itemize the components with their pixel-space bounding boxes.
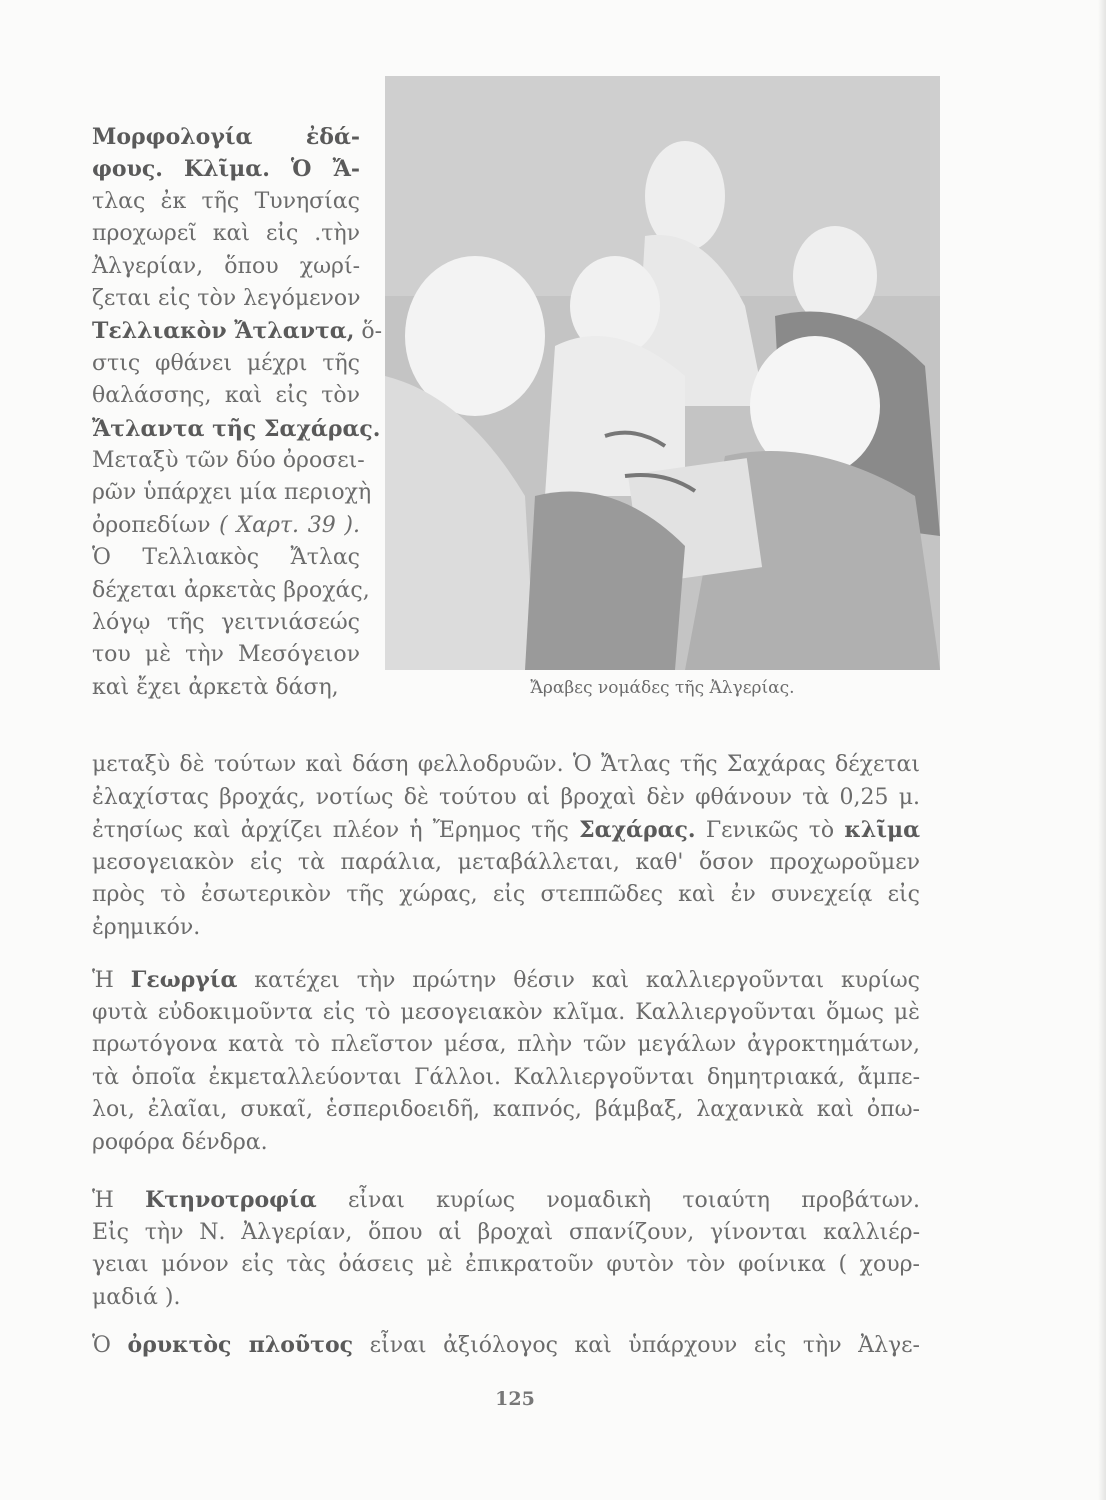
bold-term: κλῖμα	[844, 817, 920, 843]
text-line	[92, 815, 920, 846]
text-run: Ἡ	[92, 968, 131, 993]
photo-illustration	[385, 76, 940, 670]
text-line	[92, 608, 360, 638]
text-line	[92, 1283, 920, 1313]
text-run: Ὁ Τελλιακὸς Ἄτλας	[92, 545, 360, 571]
text-run: ἐρημικόν.	[92, 914, 201, 940]
text-run: Εἰς τὴν Ν. Ἀλγερίαν, ὅπου αἱ βροχαὶ σπανίζουν, γίνονται καλλιέρ-	[92, 1219, 920, 1245]
text-run: προχωρεῖ καὶ εἰς .τὴν	[92, 221, 360, 247]
text-line	[92, 965, 920, 996]
text-line	[92, 122, 360, 153]
text-run: Γενικῶς τὸ	[695, 818, 845, 843]
text-line	[92, 913, 920, 943]
text-run: ( Χαρτ. 39 ).	[219, 512, 360, 538]
text-run: εἶναι κυρίως νομαδικὴ τοιαύτη προβάτων.	[316, 1188, 920, 1213]
text-line	[92, 511, 360, 541]
text-line	[92, 1250, 920, 1280]
text-run: ζεται εἰς τὸν λεγόμενον	[92, 286, 361, 311]
text-line	[92, 1095, 920, 1125]
text-run: Ὁ	[92, 1333, 128, 1358]
text-run: κατέχει τὴν πρώτην θέσιν καὶ καλλιεργοῦνται κυρίως	[237, 968, 920, 993]
bold-term: Μορφολογία ἐδά-	[92, 124, 360, 150]
text-line	[92, 316, 383, 347]
text-run: μεσογειακὸν εἰς τὰ παράλια, μεταβάλλεται, καθ' ὅσον προχωροῦμεν	[92, 849, 920, 875]
text-run: μαδιά ).	[92, 1284, 181, 1310]
text-line	[92, 252, 360, 282]
bold-term: Τελλιακὸν Ἄτλαντα,	[92, 318, 355, 345]
text-line	[92, 750, 920, 780]
text-run: εἶναι ἀξιόλογος καὶ ὑπάρχουν εἰς τὴν Ἀλγε-	[353, 1333, 920, 1358]
text-run: τλας ἐκ τῆς Τυνησίας	[92, 188, 360, 214]
text-run: Μεταξὺ τῶν δύο ὀροσει-	[92, 448, 365, 473]
text-line	[92, 783, 920, 813]
bold-term: Σαχάρας.	[579, 817, 696, 843]
text-line	[92, 543, 360, 573]
text-run: ὅ-	[354, 319, 383, 345]
text-run: λοι, ἐλαῖαι, συκαῖ, ἑσπεριδοειδῆ, καπνός, βάμβαξ, λαχανικὰ καὶ ὀπω-	[92, 1097, 920, 1122]
text-run: ἐλαχίστας βροχάς, νοτίως δὲ τούτου αἱ βροχαὶ δὲν φθάνουν τὰ 0,25 μ.	[92, 784, 920, 810]
text-line	[92, 1030, 920, 1060]
text-run: πρωτόγονα κατὰ τὸ πλεῖστον μέσα, πλὴν τῶν μεγάλων ἀγροκτημάτων,	[92, 1032, 920, 1057]
text-run: του μὲ τὴν Μεσόγειον	[92, 642, 360, 668]
photo-arab-nomads	[385, 76, 940, 670]
text-line	[92, 478, 372, 508]
bold-term: ὀρυκτὸς πλοῦτος	[127, 1332, 354, 1358]
text-line	[92, 1185, 920, 1216]
text-line	[92, 284, 360, 314]
text-run: ὀροπεδίων	[92, 512, 220, 538]
text-line	[92, 880, 920, 910]
text-line	[92, 154, 360, 185]
text-run: ρῶν ὑπάρχει μία περιοχὴ	[92, 480, 372, 506]
bold-term: Ἄτλαντα τῆς Σαχάρας.	[92, 415, 381, 442]
text-line	[92, 1063, 920, 1093]
text-line	[92, 414, 381, 445]
text-run: ἐτησίως καὶ ἀρχίζει πλέον ἡ Ἔρημος τῆς	[92, 818, 580, 843]
text-run: στις φθάνει μέχρι τῆς	[92, 350, 360, 376]
text-run: δέχεται ἀρκετὰς βροχάς,	[92, 577, 370, 603]
text-run: λόγῳ τῆς γειτνιάσεώς	[92, 610, 360, 635]
text-line	[92, 381, 360, 411]
text-line	[92, 349, 360, 379]
page-number: 125	[495, 1388, 535, 1410]
text-line	[92, 1128, 920, 1158]
text-run: φυτὰ εὐδοκιμοῦντα εἰς τὸ μεσογειακὸν κλῖμα. Καλλιεργοῦνται ὅμως μὲ	[92, 999, 920, 1025]
text-run: τὰ ὁποῖα ἐκμεταλλεύονται Γάλλοι. Καλλιεργοῦνται δημητριακά, ἄμπε-	[92, 1064, 920, 1090]
text-run: μεταξὺ δὲ τούτων καὶ δάση φελλοδρυῶν. Ὁ Ἄτλας τῆς Σαχάρας δέχεται	[92, 752, 920, 777]
text-run: γειαι μόνον εἰς τὰς ὀάσεις μὲ ἐπικρατοῦν φυτὸν τὸν φοίνικα ( χουρ-	[92, 1252, 920, 1277]
bold-term: Κτηνοτροφία	[145, 1187, 317, 1213]
bold-term: Γεωργία	[130, 967, 238, 993]
text-run: πρὸς τὸ ἐσωτερικὸν τῆς χώρας, εἰς στεππῶδες καὶ ἐν συνεχείᾳ εἰς	[92, 882, 920, 907]
text-run: θαλάσσης, καὶ εἰς τὸν	[92, 383, 360, 409]
bold-term: φους. Κλῖμα. Ὁ Ἄ-	[92, 156, 360, 183]
text-line	[92, 219, 360, 249]
page-edge-shadow	[1098, 0, 1106, 1500]
text-line	[92, 640, 360, 670]
text-run: καὶ ἔχει ἀρκετὰ δάση,	[92, 674, 339, 700]
text-line	[92, 848, 920, 878]
text-line	[92, 1330, 920, 1361]
text-run: Ἀλγερίαν, ὅπου χωρί-	[92, 253, 360, 279]
text-line	[92, 673, 360, 703]
text-run: Ἡ	[92, 1188, 146, 1213]
photo-caption: Ἄραβες νομάδες τῆς Ἀλγερίας.	[530, 678, 795, 698]
text-line	[92, 446, 365, 476]
text-line	[92, 187, 360, 217]
text-line	[92, 1218, 920, 1248]
text-line	[92, 576, 370, 606]
text-line	[92, 998, 920, 1028]
text-run: ροφόρα δένδρα.	[92, 1129, 268, 1155]
